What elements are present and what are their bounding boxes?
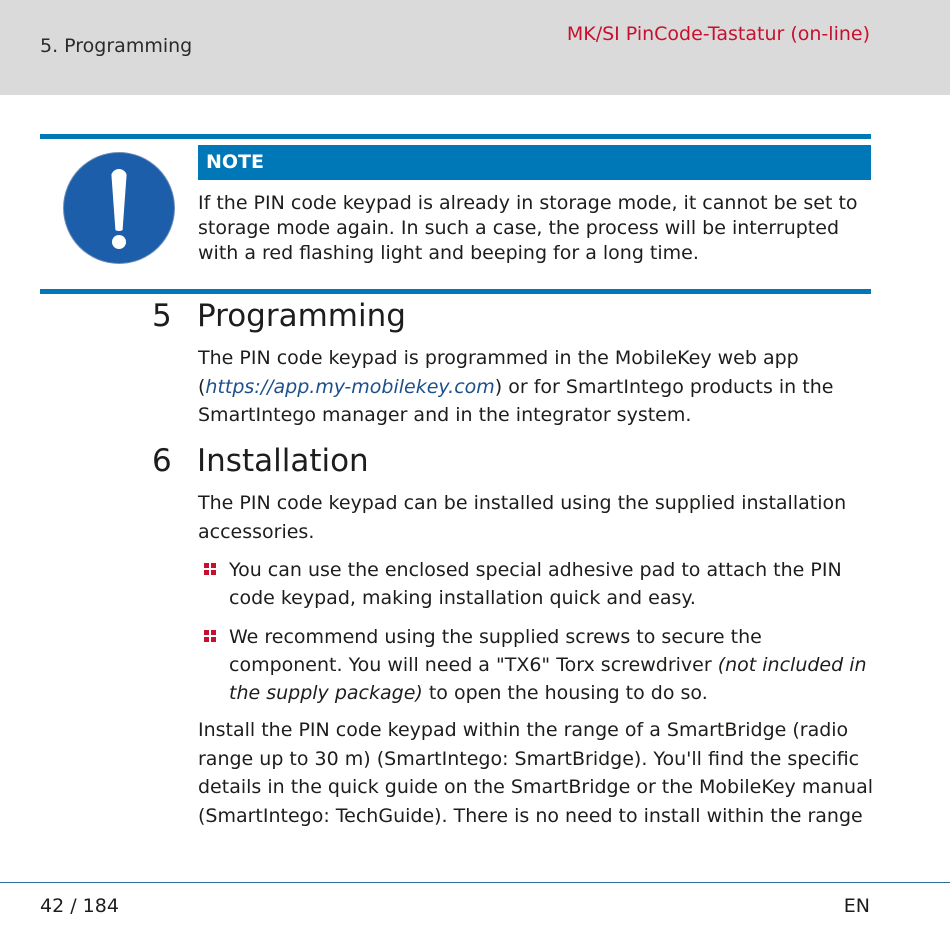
screws-text-italic: (not included in the supply package): [229, 654, 867, 704]
heading-title: Programming: [197, 298, 406, 334]
heading-number: 6: [152, 443, 172, 479]
note-title: NOTE: [198, 145, 871, 180]
installation-intro: The PIN code keypad can be installed using the supplied installation accessories.: [198, 492, 847, 543]
heading-programming: [152, 298, 406, 334]
heading-number: 5: [152, 298, 172, 334]
installation-body: Install the PIN code keypad within the range of a SmartBridge (radio range up to 30 m) (SmartIntego: SmartBridge). You'll find the specific details in the quick guide on the SmartBridge or the MobileKey manual (SmartIntego: TechGuide). There is no need to install within the range: [198, 719, 874, 827]
language-code: EN: [843, 895, 870, 917]
bullet-icon: [204, 563, 216, 575]
list-item-screws: [229, 623, 874, 707]
screws-text-end: to open the housing to do so.: [422, 682, 708, 704]
note-box: [40, 134, 871, 294]
web-app-link[interactable]: https://app.my-mobilekey.com: [205, 375, 495, 398]
footer-divider: [0, 882, 950, 883]
screws-text-start: We recommend using the supplied screws to secure the component. You will need a "TX6" Torx screwdriver: [229, 626, 762, 676]
header-section-label: 5. Programming: [40, 35, 193, 57]
note-text: If the PIN code keypad is already in storage mode, it cannot be set to storage mode again. In such a case, the process will be interrupted with a red flashing light and beeping for a long time.: [198, 192, 858, 264]
bullet-icon: [204, 630, 216, 642]
heading-installation: [152, 443, 369, 479]
page-number: 42 / 184: [40, 895, 119, 917]
list-item-adhesive-pad: You can use the enclosed special adhesive pad to attach the PIN code keypad, making installation quick and easy.: [229, 559, 842, 609]
header-product-title: MK/SI PinCode-Tastatur (on-line): [566, 23, 870, 45]
programming-text-end: ) or for SmartIntego products in the SmartIntego manager and in the integrator system.: [198, 375, 834, 426]
programming-paragraph: [198, 344, 878, 430]
heading-title: Installation: [197, 443, 369, 479]
programming-text-start: The PIN code keypad is programmed in the MobileKey web app (: [198, 347, 799, 398]
page-header: [0, 0, 950, 95]
exclamation-mandatory-icon: [64, 153, 174, 263]
